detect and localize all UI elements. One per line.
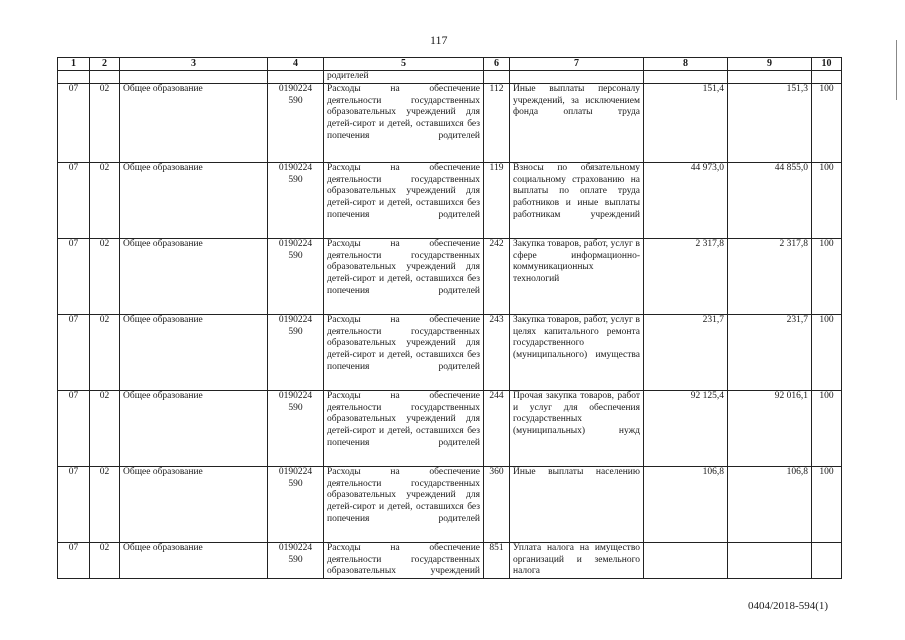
section-name: Общее образование: [120, 543, 268, 579]
target-article: 0190224 590: [268, 163, 324, 239]
section-name: Общее образование: [120, 391, 268, 467]
executed-amount: 2 317,8: [728, 239, 812, 315]
section-code: 07: [58, 84, 90, 163]
target-article: 0190224 590: [268, 315, 324, 391]
execution-percent: 100: [812, 467, 842, 543]
article-name: Расходы на обеспечение деятельности государственных образовательных учреждений для детей-сирот и детей, оставшихся без попечения родителей: [324, 315, 484, 391]
section-code: 07: [58, 543, 90, 579]
section-code: 07: [58, 163, 90, 239]
column-header-3: 3: [120, 58, 268, 71]
execution-percent: 100: [812, 315, 842, 391]
executed-amount: [728, 543, 812, 579]
execution-percent: 100: [812, 391, 842, 467]
header-row: [58, 58, 842, 71]
planned-amount: [644, 543, 728, 579]
expense-type-name: Закупка товаров, работ, услуг в сфере информационно-коммуникационных технологий: [510, 239, 644, 315]
budget-table: [57, 57, 842, 579]
target-article: 0190224 590: [268, 543, 324, 579]
column-header-6: 6: [484, 58, 510, 71]
section-name: Общее образование: [120, 239, 268, 315]
expense-type: 242: [484, 239, 510, 315]
executed-amount: 151,3: [728, 84, 812, 163]
execution-percent: 100: [812, 84, 842, 163]
target-article: 0190224 590: [268, 239, 324, 315]
table-row: [58, 315, 842, 391]
subsection-code: 02: [90, 84, 120, 163]
section-code: 07: [58, 467, 90, 543]
section-name: Общее образование: [120, 163, 268, 239]
table-row: [58, 467, 842, 543]
planned-amount: 2 317,8: [644, 239, 728, 315]
carry-over-row: [58, 71, 842, 84]
article-name: Расходы на обеспечение деятельности государственных образовательных учреждений для детей-сирот и детей, оставшихся без попечения родителей: [324, 391, 484, 467]
article-name: Расходы на обеспечение деятельности государственных образовательных учреждений для детей-сирот и детей, оставшихся без попечения родителей: [324, 467, 484, 543]
subsection-code: 02: [90, 467, 120, 543]
expense-type: 360: [484, 467, 510, 543]
article-name: Расходы на обеспечение деятельности государственных образовательных учреждений для детей-сирот и детей, оставшихся без попечения родителей: [324, 84, 484, 163]
executed-amount: 231,7: [728, 315, 812, 391]
article-name: Расходы на обеспечение деятельности государственных образовательных учреждений для детей-сирот и детей, оставшихся без попечения родителей: [324, 239, 484, 315]
executed-amount: 44 855,0: [728, 163, 812, 239]
table-row: [58, 543, 842, 579]
column-header-8: 8: [644, 58, 728, 71]
expense-type: 851: [484, 543, 510, 579]
expense-type-name: Прочая закупка товаров, работ и услуг для обеспечения государственных (муниципальных) нужд: [510, 391, 644, 467]
executed-amount: 92 016,1: [728, 391, 812, 467]
column-header-7: 7: [510, 58, 644, 71]
subsection-code: 02: [90, 163, 120, 239]
page-number: 117: [430, 33, 448, 47]
article-name: Расходы на обеспечение деятельности государственных образовательных учреждений для детей-сирот и детей, оставшихся без попечения родителей: [324, 163, 484, 239]
column-header-4: 4: [268, 58, 324, 71]
expense-type-name: Закупка товаров, работ, услуг в целях капитального ремонта государственного (муниципального) имущества: [510, 315, 644, 391]
execution-percent: 100: [812, 163, 842, 239]
planned-amount: 44 973,0: [644, 163, 728, 239]
subsection-code: 02: [90, 391, 120, 467]
table-row: [58, 84, 842, 163]
executed-amount: 106,8: [728, 467, 812, 543]
planned-amount: 106,8: [644, 467, 728, 543]
scan-edge-mark: [896, 40, 897, 100]
section-name: Общее образование: [120, 315, 268, 391]
expense-type: 119: [484, 163, 510, 239]
column-header-10: 10: [812, 58, 842, 71]
section-code: 07: [58, 391, 90, 467]
table-row: [58, 239, 842, 315]
expense-type: 243: [484, 315, 510, 391]
document-code: 0404/2018-594(1): [748, 600, 829, 612]
target-article: 0190224 590: [268, 391, 324, 467]
section-code: 07: [58, 315, 90, 391]
section-name: Общее образование: [120, 84, 268, 163]
expense-type-name: Иные выплаты населению: [510, 467, 644, 543]
column-header-1: 1: [58, 58, 90, 71]
subsection-code: 02: [90, 315, 120, 391]
planned-amount: 231,7: [644, 315, 728, 391]
planned-amount: 151,4: [644, 84, 728, 163]
table-row: [58, 391, 842, 467]
subsection-code: 02: [90, 543, 120, 579]
subsection-code: 02: [90, 239, 120, 315]
column-header-9: 9: [728, 58, 812, 71]
expense-type: 244: [484, 391, 510, 467]
execution-percent: [812, 543, 842, 579]
carry-over-text: родителей: [324, 71, 484, 84]
expense-type: 112: [484, 84, 510, 163]
column-header-5: 5: [324, 58, 484, 71]
section-code: 07: [58, 239, 90, 315]
planned-amount: 92 125,4: [644, 391, 728, 467]
article-name: Расходы на обеспечение деятельности государственных образовательных учреждений: [324, 543, 484, 579]
column-header-2: 2: [90, 58, 120, 71]
expense-type-name: Иные выплаты персоналу учреждений, за исключением фонда оплаты труда: [510, 84, 644, 163]
target-article: 0190224 590: [268, 84, 324, 163]
table-body: [58, 71, 842, 579]
expense-type-name: Уплата налога на имущество организаций и земельного налога: [510, 543, 644, 579]
table-row: [58, 163, 842, 239]
execution-percent: 100: [812, 239, 842, 315]
expense-type-name: Взносы по обязательному социальному страхованию на выплаты по оплате труда работников и иные выплаты работникам учреждений: [510, 163, 644, 239]
target-article: 0190224 590: [268, 467, 324, 543]
section-name: Общее образование: [120, 467, 268, 543]
